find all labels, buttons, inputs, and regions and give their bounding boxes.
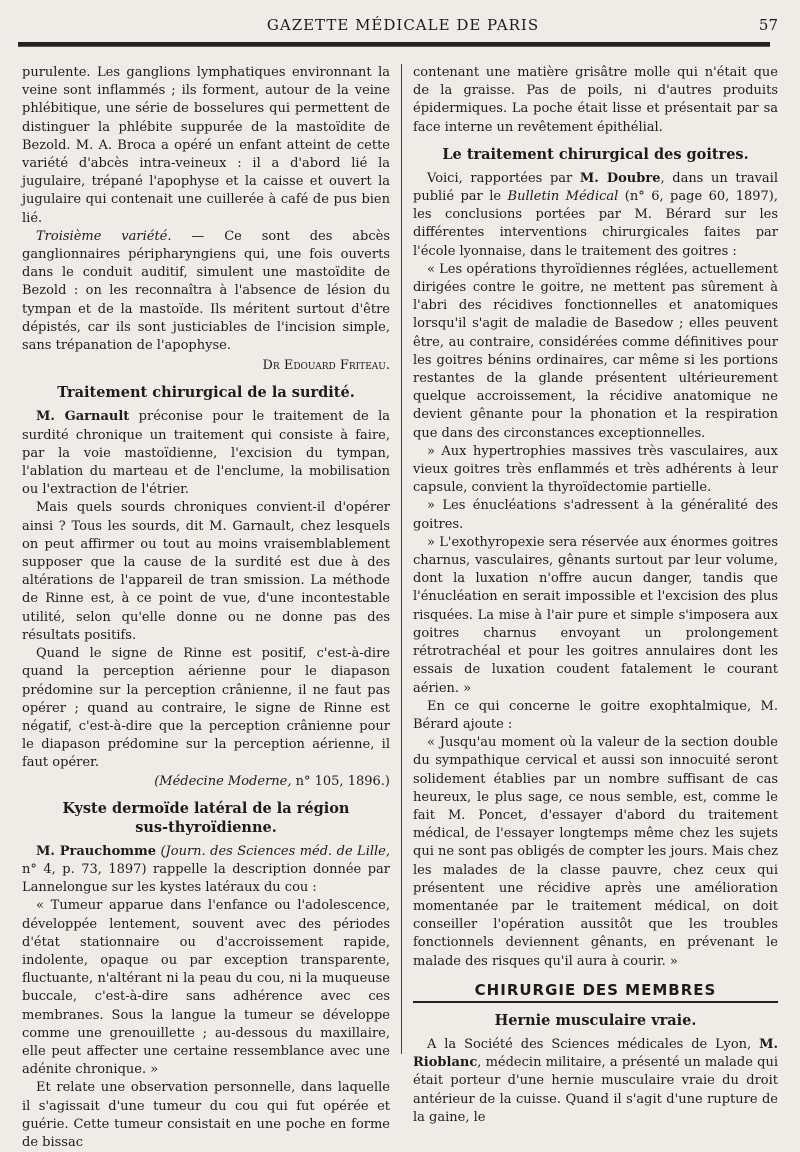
article-heading: Hernie musculaire vraie. bbox=[494, 1011, 697, 1029]
paragraph-text: , dans un travail publié par le bbox=[413, 170, 778, 205]
paragraph: En ce qui concerne le goitre exophtalmique, M. Bérard ajoute : bbox=[413, 698, 778, 732]
paragraph: « Jusqu'au moment où la valeur de la section double du sympathique cervical et aussi son innocuité seront solidement établies par un nombre suffisant de cas heureux, le plus sage, ce nous semble, est, comme le fait M. Poncet, d'essayer d'abord du traitement médical, de l'essayer longtemps même chez les sujets qui ne sont pas obligés de compter les jours. Mais chez les malades de la classe pauvre, chez ceux qui présentent une récidive après une amélioration momentanée par le traitement médical, on doit conseiller l'opération aussitôt que les troubles fonctionnels deviennent gênants, en prévenant le malade des risques qu'il aura à courir. » bbox=[413, 735, 778, 969]
article-heading: Traitement chirurgical de la surdité. bbox=[57, 384, 355, 402]
paragraph bbox=[22, 408, 390, 499]
author-name: M. Rioblanc bbox=[413, 1036, 778, 1071]
paragraph bbox=[413, 1036, 778, 1127]
paragraph: » Les énucléations s'adressent à la généralité des goitres. bbox=[413, 498, 778, 532]
source-citation bbox=[22, 773, 390, 791]
paragraph-text: — Ce sont des abcès ganglionnaires péripharyngiens qui, une fois ouverts dans le conduit auditif, simulent une mastoïdite de Bezold : on les reconnaîtra à l'absence de lésion du tympan et de la mastoïde. Ils méritent surtout d'être dépistés, car ils sont justiciables de l'incision simple, sans trépanation de l'apophyse. bbox=[22, 228, 390, 354]
heading-line: Kyste dermoïde latéral de la région bbox=[62, 799, 350, 817]
paragraph: purulente. Les ganglions lymphatiques environnant la veine sont inflammés ; ils forment, autour de la veine phlébitique, une série de bosselures qui permettent de distinguer la phlébite suppurée de la mastoïdite de Bezold. M. A. Broca a opéré un enfant atteint de cette variété d'abcès intra-veineux : il a d'abord lié la jugulaire, trépané l'apophyse et la caisse et ouvert la jugulaire qui contenait une cuillerée à café de pus bien lié. bbox=[22, 65, 390, 226]
source-journal: (Médecine Moderne, bbox=[154, 773, 292, 789]
paragraph-text: préconise pour le traitement de la surdité chronique un traitement qui consiste à faire, par la voie mastoïdienne, l'excision du tympan, l'ablation du marteau et de l'enclume, la mobilisation ou l'extraction de l'étrier. bbox=[22, 409, 391, 498]
section-banner: CHIRURGIE DES MEMBRES bbox=[413, 981, 778, 1003]
paragraph bbox=[413, 170, 778, 261]
author-signature: Dr Edouard Friteau. bbox=[262, 358, 390, 374]
column-divider bbox=[401, 64, 402, 1054]
paragraph-lead: Troisième variété. bbox=[36, 228, 172, 244]
paragraph: contenant une matière grisâtre molle qui n'était que de la graisse. Pas de poils, ni d'autres produits épidermiques. La poche était lisse et présentait par sa face interne un revêtement épithélial. bbox=[413, 65, 778, 135]
paragraph-text: , médecin militaire, a présenté un malade qui était porteur d'une hernie musculaire vraie du droit antérieur de la cuisse. Quand il s'agit d'une rupture de la gaine, le bbox=[413, 1055, 778, 1125]
journal-ref: Bulletin Médical bbox=[507, 189, 619, 205]
author-name: M. Garnault bbox=[36, 409, 130, 425]
paragraph-text: (n° 6, page 60, 1897), les conclusions portées par M. Bérard sur les différentes interventions chirurgicales faites par l'école lyonnaise, dans le traitement des goitres : bbox=[413, 189, 779, 259]
right-column bbox=[413, 64, 779, 1125]
left-column bbox=[22, 64, 391, 1150]
running-header bbox=[18, 10, 788, 44]
paragraph: Quand le signe de Rinne est positif, c'est-à-dire quand la perception aérienne pour le diapason prédomine sur la perception crânienne, il ne faut pas opérer ; quand au contraire, le signe de Rinne est négatif, c'est-à-dire que la perception crânienne pour le diapason prédomine sur la perception aérienne, il faut opérer. bbox=[22, 646, 390, 771]
paragraph: » Aux hypertrophies massives très vasculaires, aux vieux goitres très enflammés et très adhérents à leur capsule, convient la thyroïdectomie partielle. bbox=[413, 443, 778, 496]
journal-title: GAZETTE MÉDICALE DE PARIS bbox=[266, 16, 540, 34]
paragraph bbox=[22, 843, 390, 898]
paragraph-text: Voici, rapportées par bbox=[427, 170, 580, 186]
paragraph: « Tumeur apparue dans l'enfance ou l'adolescence, développée lentement, souvent avec des périodes d'état stationnaire ou d'accroissement rapide, indolente, opaque ou par exception transparente, fluctuante, n'altérant ni la peau du cou, ni la muqueuse buccale, c'est-à-dire sans adhérence avec ces membranes. Sous la langue la tumeur se développe comme une grenouillette ; au-dessous du maxillaire, elle peut affecter une certaine ressemblance avec une adénite chronique. » bbox=[22, 898, 390, 1078]
page-number: 57 bbox=[758, 16, 778, 34]
journal-ref: (Journ. des Sciences méd. de Lille, bbox=[156, 843, 390, 859]
article-heading bbox=[22, 799, 390, 837]
paragraph: » L'exothyropexie sera réservée aux énormes goitres charnus, vasculaires, gênants surtout par leur volume, dont la luxation n'offre aucun danger, tandis que l'énucléation en serait impossible et l'excision des plus risquées. La mise à l'air pure et simple s'imposera aux goitres charnus envoyant un prolongement rétrotrachéal et pour les goitres annulaires dont les essais de luxation coudent fatalement le courant aérien. » bbox=[413, 534, 778, 696]
paragraph-text: n° 4, p. 73, 1897) rappelle la description donnée par Lannelongue sur les kystes latéraux du cou : bbox=[22, 861, 390, 896]
source-ref: n° 105, 1896.) bbox=[291, 773, 390, 789]
paragraph: Mais quels sourds chroniques convient-il d'opérer ainsi ? Tous les sourds, dit M. Garnault, chez lesquels on peut affirmer ou tout au moins vraisemblablement supposer que la cause de la surdité est due à des altérations de l'appareil de tran smission. La méthode de Rinne est, à ce point de vue, d'une incontestable utilité, selon qu'elle donne ou ne donne pas des résultats positifs. bbox=[22, 500, 390, 643]
author-name: M. Prauchomme bbox=[36, 843, 157, 859]
paragraph bbox=[22, 228, 390, 355]
header-rule bbox=[18, 42, 770, 47]
paragraph-text: A la Société des Sciences médicales de Lyon, bbox=[427, 1036, 760, 1052]
paragraph: « Les opérations thyroïdiennes réglées, actuellement dirigées contre le goitre, ne mettent pas sûrement à l'abri des récidives fonctionnelles et anatomiques lorsqu'il s'agit de maladie de Basedow ; elles peuvent être, au contraire, considérées comme définitives pour les goitres bénins ordinaires, car même si les portions restantes de la glande présentent ultérieurement quelque accroissement, la récidive anatomique ne devient gênante pour la phonation et la respiration que dans des circonstances exceptionnelles. bbox=[413, 261, 778, 441]
heading-line: sus-thyroïdienne. bbox=[135, 818, 277, 836]
author-name: M. Doubre bbox=[579, 170, 661, 186]
article-heading: Le traitement chirurgical des goitres. bbox=[442, 145, 749, 163]
paragraph: Et relate une observation personnelle, dans laquelle il s'agissait d'une tumeur du cou qui fut opérée et guérie. Cette tumeur consistait en une poche en forme de bissac bbox=[22, 1080, 390, 1150]
